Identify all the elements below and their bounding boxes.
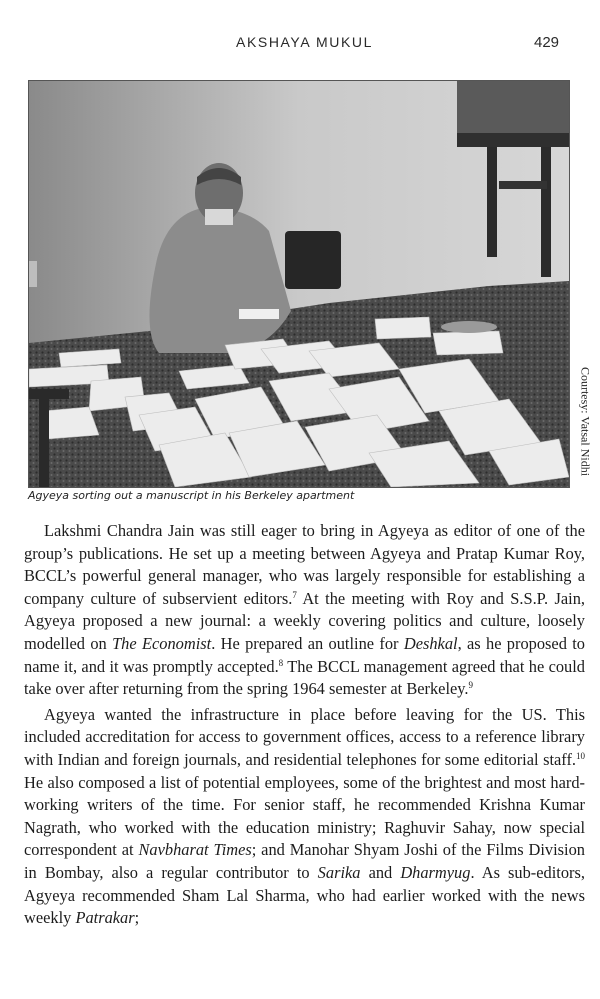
italic-title: Sarika	[317, 862, 361, 882]
photo-credit	[571, 354, 593, 488]
text-run: and	[360, 862, 401, 882]
text-run: . He prepared an outline for	[211, 633, 404, 653]
italic-title: Patrakar	[75, 908, 135, 928]
text-run: At the meeting with Roy and S.S.P. Jain, Agyeya proposed a new journal: a weekly covering politics and culture, loosely modelled on	[24, 588, 585, 653]
footnote-ref: 8	[278, 657, 284, 668]
footnote-ref: 9	[468, 680, 474, 691]
italic-title: Deshkal	[403, 633, 458, 653]
footnote-ref: 7	[292, 589, 297, 600]
photo-manuscript	[28, 80, 570, 488]
text-run: Lakshmi Chandra Jain was still eager to bring in Agyeya as editor of one of the group’s publications. He set up a meeting between Agyeya and Pratap Kumar Roy, BCCL’s powerful general manager, who was largely responsible for establishing a company culture of subservient editors.	[24, 521, 585, 608]
running-head: AKSHAYA MUKUL	[236, 34, 373, 50]
text-run: , as he proposed to name it, and it was promptly accepted.	[24, 633, 585, 676]
paragraph-1	[24, 520, 585, 701]
paragraph-2	[24, 704, 585, 930]
text-run: Agyeya wanted the infrastructure in place before leaving for the US. This included accreditation for access to government offices, access to a reference library with Indian and foreign journals, and residential telephones for some editorial staff.	[24, 704, 585, 769]
page-number: 429	[534, 34, 560, 51]
italic-title: Dharmyug	[400, 862, 471, 882]
footnote-ref: 10	[576, 750, 585, 761]
text-run: The BCCL management agreed that he could take over after returning from the spring 1964 semester at Berkeley.	[24, 656, 585, 699]
photo-credit-text: Courtesy: Vatsal Nidhi	[578, 366, 593, 477]
figure-caption: Agyeya sorting out a manuscript in his Berkeley apartment	[28, 489, 355, 502]
italic-title: The Economist	[112, 633, 212, 653]
text-run: . As sub-editors, Agyeya recommended Sham Lal Sharma, who had earlier worked with the news weekly	[24, 862, 585, 928]
photo-manuscript-icon	[29, 81, 569, 487]
italic-title: Navbharat Times	[138, 840, 252, 860]
text-run: He also composed a list of potential employees, some of the brightest and most hard-working writers of the time. For senior staff, he recommended Krishna Kumar Nagrath, who worked with the education ministry; Raghuvir Sahay, now special correspondent at	[24, 772, 585, 860]
body-text	[24, 520, 585, 930]
text-run: ;	[134, 908, 140, 928]
text-run: ; and Manohar Shyam Joshi of the Films Division in Bombay, also a regular contributor to	[24, 840, 585, 882]
